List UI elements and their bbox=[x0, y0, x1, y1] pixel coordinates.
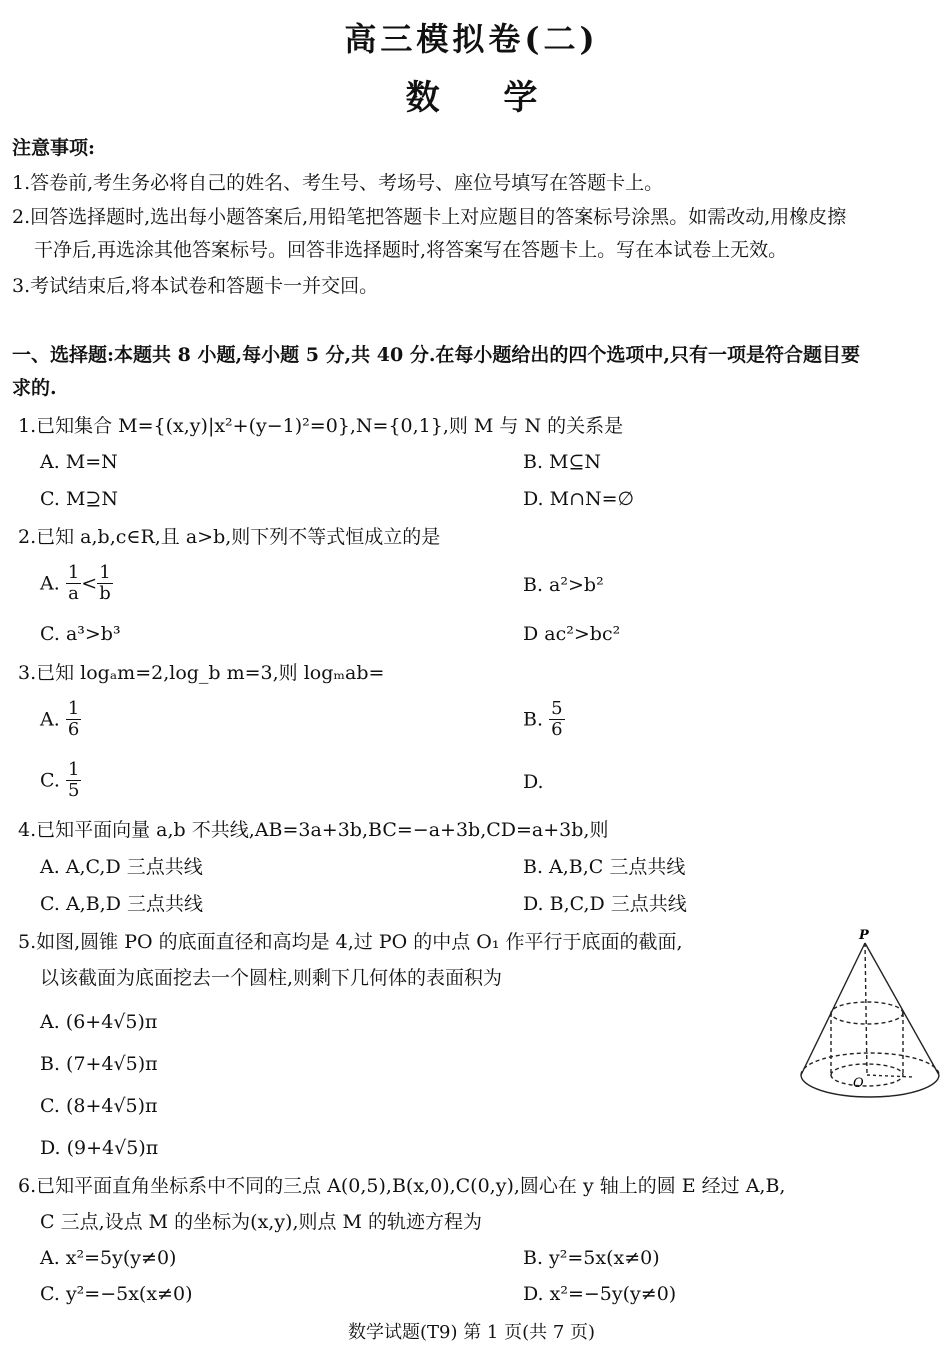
question-1-option-b: B. M⊆N bbox=[523, 451, 602, 473]
label-p: P bbox=[859, 928, 869, 943]
notice-heading: 注意事项: bbox=[12, 137, 96, 159]
question-1-option-c: C. M⊇N bbox=[40, 488, 118, 510]
fraction-one-over-b: $\frac{1}{b}$ bbox=[99, 562, 111, 604]
question-3-option-a: A. $\frac{1}{6}$ bbox=[40, 698, 80, 740]
question-6-option-a: A. x²=5y(y≠0) bbox=[40, 1247, 177, 1269]
question-4-option-a: A. A,C,D 三点共线 bbox=[40, 856, 203, 878]
question-4-option-d: D. B,C,D 三点共线 bbox=[523, 893, 687, 915]
question-3-option-c: C. $\frac{1}{5}$ bbox=[40, 759, 80, 801]
notice-item-1: 1.答卷前,考生务必将自己的姓名、考生号、考场号、座位号填写在答题卡上。 bbox=[12, 172, 664, 194]
cone-axis bbox=[865, 943, 867, 1075]
question-4-option-c: C. A,B,D 三点共线 bbox=[40, 893, 203, 915]
question-4-option-b: B. A,B,C 三点共线 bbox=[523, 856, 686, 878]
subject-title: 数 学 bbox=[405, 78, 564, 118]
question-3-stem: 3.已知 logₐm=2,log_b m=3,则 logₘab= bbox=[18, 662, 385, 684]
fraction-one-over-a: $\frac{1}{a}$ bbox=[67, 562, 80, 604]
question-6-stem-line-2: C 三点,设点 M 的坐标为(x,y),则点 M 的轨迹方程为 bbox=[40, 1211, 483, 1233]
question-2-option-b: B. a²>b² bbox=[523, 574, 604, 596]
question-3-option-b: B. $\frac{5}{6}$ bbox=[523, 698, 563, 740]
label-o: O bbox=[853, 1076, 864, 1091]
question-5-option-a: A. (6+4√5)π bbox=[40, 1011, 158, 1033]
notice-item-3: 3.考试结束后,将本试卷和答题卡一并交回。 bbox=[12, 275, 379, 297]
less-than-sign: < bbox=[81, 572, 98, 595]
question-6-option-b: B. y²=5x(x≠0) bbox=[523, 1247, 660, 1269]
question-5-stem-line-1: 5.如图,圆锥 PO 的底面直径和高均是 4,过 PO 的中点 O₁ 作平行于底面的截面, bbox=[18, 931, 683, 953]
section-1-heading-line-2: 求的. bbox=[12, 377, 57, 399]
base-radius bbox=[867, 1075, 913, 1077]
page-footer: 数学试题(T9) 第 1 页(共 7 页) bbox=[347, 1322, 596, 1343]
cone-left-edge bbox=[801, 943, 865, 1075]
fraction-five-sixths: $\frac{5}{6}$ bbox=[551, 698, 563, 740]
question-6-option-d: D. x²=−5y(y≠0) bbox=[523, 1283, 677, 1305]
question-2-option-a bbox=[40, 563, 113, 604]
question-5-stem-line-2: 以该截面为底面挖去一个圆柱,则剩下几何体的表面积为 bbox=[40, 967, 503, 989]
question-3-option-d: D. bbox=[523, 771, 544, 793]
exam-title: 高三模拟卷(二) bbox=[344, 20, 599, 58]
question-2-option-d: D ac²>bc² bbox=[523, 623, 621, 645]
question-5-option-d: D. (9+4√5)π bbox=[40, 1137, 159, 1159]
question-4-stem: 4.已知平面向量 a,b 不共线,AB=3a+3b,BC=−a+3b,CD=a+3b,则 bbox=[18, 819, 609, 841]
question-5-option-b: B. (7+4√5)π bbox=[40, 1053, 158, 1075]
cylinder-top bbox=[831, 1002, 903, 1024]
fraction-one-sixth: $\frac{1}{6}$ bbox=[67, 698, 80, 740]
question-1-option-a: A. M=N bbox=[40, 451, 118, 473]
option-a-label: A. bbox=[40, 572, 60, 595]
question-1-option-d: D. M∩N=∅ bbox=[523, 488, 635, 510]
notice-item-2-line-1: 2.回答选择题时,选出每小题答案后,用铅笔把答题卡上对应题目的答案标号涂黑。如需改动,用橡皮擦 bbox=[12, 206, 847, 228]
notice-item-2-line-2: 干净后,再选涂其他答案标号。回答非选择题时,将答案写在答题卡上。写在本试卷上无效。 bbox=[34, 239, 788, 261]
question-1-stem: 1.已知集合 M={(x,y)|x²+(y−1)²=0},N={0,1},则 M 与 N 的关系是 bbox=[18, 415, 624, 437]
question-5-option-c: C. (8+4√5)π bbox=[40, 1095, 158, 1117]
question-2-option-c: C. a³>b³ bbox=[40, 623, 121, 645]
cone-figure bbox=[795, 925, 943, 1105]
question-2-stem: 2.已知 a,b,c∈R,且 a>b,则下列不等式恒成立的是 bbox=[18, 526, 441, 548]
section-1-heading-line-1: 一、选择题:本题共 8 小题,每小题 5 分,共 40 分.在每小题给出的四个选项中,只有一项是符合题目要 bbox=[12, 344, 861, 366]
fraction-one-fifth: $\frac{1}{5}$ bbox=[67, 759, 80, 801]
question-6-option-c: C. y²=−5x(x≠0) bbox=[40, 1283, 193, 1305]
question-6-stem-line-1: 6.已知平面直角坐标系中不同的三点 A(0,5),B(x,0),C(0,y),圆心在 y 轴上的圆 E 经过 A,B, bbox=[18, 1175, 786, 1197]
